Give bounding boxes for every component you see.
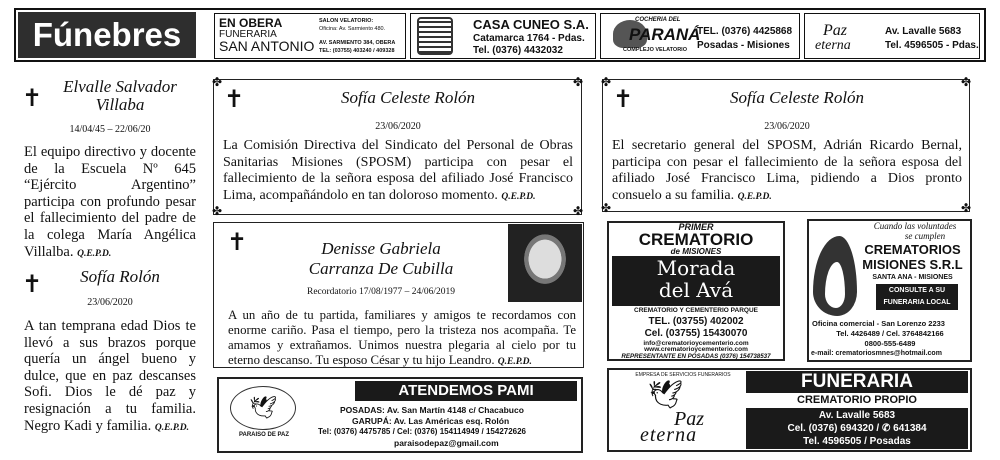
- ad-paz-phone: Tel. 4596505 - Pdas.: [885, 40, 979, 51]
- ad-mis-title1: CREMATORIOS: [864, 242, 961, 257]
- notice3-text: La Comisión Directiva del Sindicato del Personal de Obras Sanitarias Misiones (SPOSM) participa con pesar el fallecimiento de la señora esposa del afiliado José Francisco Lima, acompañándolo en tan doloroso momento. Q.E.P.D.: [223, 138, 573, 203]
- ad-parana-city: Posadas - Misiones: [697, 40, 790, 51]
- ad-paz-eterna-header[interactable]: [804, 13, 980, 59]
- ad-cuneo-address: Catamarca 1764 - Pdas.: [473, 33, 585, 44]
- ad-crem-rep: REPRESENTANTE EN POSADAS (0376) 154738537: [621, 353, 771, 360]
- ad-pami-phones: Tel: (0376) 4475785 / Cel: (0376) 154114949 / 154272626: [318, 427, 527, 436]
- notice2-text: A tan temprana edad Dios te llevó a sus brazos porque quería un ángel bueno y dulce, que en paz descanses Sofi. Dios le dé paz y resignación a tu familia. Negro Kadi y familia. Q.E.P.D.: [24, 318, 196, 434]
- cross-icon: ✝: [227, 228, 248, 256]
- ad-pami-logo: PARAISO DE PAZ: [238, 432, 290, 438]
- ad-obera-phones: TEL: (03755) 403240 / 409328: [319, 48, 395, 54]
- ad-crem-tel: TEL. (03755) 402002: [648, 316, 744, 327]
- ad-parana-name: PARANÁ: [629, 25, 701, 44]
- ad-paz-logo2: eterna: [815, 38, 851, 53]
- notice4-text: El secretario general del SPOSM, Adrián Ricardo Bernal, participa con pesar el fallecimiento de la señora esposa del afiliado José Francisco Lima, pidiendo a Dios pronto consuelo a su familia. Q.E.P.D.: [612, 138, 962, 203]
- ad-mis-sub: SANTA ANA - MISIONES: [872, 274, 953, 281]
- ad-pami-banner: ATENDEMOS PAMI: [355, 381, 577, 401]
- ad-mis-email: e-mail: crematoriosmnes@hotmail.com: [811, 350, 942, 357]
- notice2-date: 23/06/2020: [87, 297, 133, 308]
- ad-casa-cuneo[interactable]: [410, 13, 596, 59]
- ad-funeraria-san-antonio[interactable]: [214, 13, 406, 59]
- portrait-photo: [508, 224, 582, 302]
- ad-mis-slogan1: Cuando las voluntades: [873, 221, 957, 231]
- ad-parana-top: COCHERIA DEL: [635, 17, 681, 23]
- ad-fun-details: Av. Lavalle 5683 Cel. (0376) 694320 / ✆ 641384 Tel. 4596505 / Posadas: [746, 408, 968, 449]
- ad-fun-title: FUNERARIA: [746, 371, 968, 393]
- notice4-date: 23/06/2020: [764, 121, 810, 132]
- ad-crem-web: www.crematorioycementerio.com: [644, 346, 748, 353]
- ad-paz-logo1: Paz: [823, 22, 847, 39]
- ad-cuneo-name: CASA CUNEO S.A.: [473, 17, 589, 32]
- ad-parana-phone: TEL. (0376) 4425868: [697, 26, 793, 37]
- section-title: Fúnebres: [18, 12, 196, 58]
- ad-mis-office: Oficina comercial - San Lorenzo 2233: [812, 319, 945, 328]
- ad-obera-address: AV. SARMIENTO 384, OBERA: [319, 40, 396, 46]
- ad-obera-line3: SAN ANTONIO: [219, 38, 315, 54]
- notice5-name: Denisse Gabriela Carranza De Cubilla: [308, 239, 454, 278]
- ad-pami-email: paraisodepaz@gmail.com: [394, 438, 499, 448]
- notice5-recuerdo: Recordatorio 17/08/1977 – 24/06/2019: [306, 287, 456, 297]
- dove-icon: 🕊: [648, 378, 684, 411]
- notice2-name: Sofía Rolón: [80, 267, 160, 286]
- ad-mis-tels: Tel. 4426489 / Cel. 3764842166: [836, 329, 944, 338]
- ad-fun-sub: CREMATORIO PROPIO: [797, 394, 917, 406]
- ad-cocheria-parana[interactable]: [600, 13, 800, 59]
- ad-pami-garupa: GARUPÁ: Av. Las Américas esq. Rolón: [352, 416, 510, 426]
- ad-paz-address: Av. Lavalle 5683: [885, 26, 962, 37]
- ad-pami-posadas: POSADAS: Av. San Martín 4148 c/ Chacabuco: [340, 405, 524, 415]
- ad-obera-vel-label: SALON VELATORIO:: [319, 18, 374, 24]
- ad-obera-line1: EN OBERA: [219, 16, 283, 30]
- ad-mis-slogan2: se cumplen: [904, 231, 946, 241]
- ad-fun-logo-small: EMPRESA DE SERVICIOS FUNERARIOS: [635, 372, 731, 378]
- ad-mis-free: 0800-555-6489: [864, 339, 916, 348]
- ad-parana-sub: COMPLEJO VELATORIO: [623, 47, 687, 53]
- notice5-text: A un año de tu partida, familiares y amigos te recordamos con enorme cariño. Pasa el tiempo, pero la tristeza nos acompaña. Te amamos y extrañamos. Unimos nuestra plegaria al cielo por tu eterno descanso. Tu esposo César y tu hijo Leandro. Q.E.P.D.: [228, 308, 576, 367]
- notice1-text: El equipo directivo y docente de la Escuela Nº 645 “Ejército Argentino” participa con profundo pesar el fallecimiento del padre de la colega María Angélica Villalba. Q.E.P.D.: [24, 144, 196, 260]
- ad-fun-logo2: eterna: [640, 424, 698, 446]
- cuneo-logo: [417, 17, 453, 55]
- notice3-frame: ✤ ✤ ✤ ✤: [212, 75, 584, 218]
- cross-icon: ✝: [224, 85, 245, 113]
- ad-obera-line2: FUNERARIA: [219, 29, 277, 40]
- ad-fun-logo1: Paz: [674, 408, 704, 430]
- ad-crem-name1: Morada: [656, 256, 736, 280]
- cross-icon: ✝: [22, 84, 43, 112]
- notice3-date: 23/06/2020: [375, 121, 421, 132]
- ad-crem-cel: Cel. (03755) 15430070: [644, 328, 748, 339]
- ad-mis-title2: MISIONES S.R.L: [862, 257, 963, 272]
- ad-crem-title: CREMATORIO: [638, 230, 754, 249]
- notice4-frame: ✤ ✤ ✤ ✤: [601, 75, 972, 215]
- cross-icon: ✝: [613, 85, 634, 113]
- ad-mis-consult: CONSULTE A SU FUNERARIA LOCAL: [876, 284, 958, 310]
- notice4-name: Sofía Celeste Rolón: [729, 88, 865, 107]
- cross-icon: ✝: [22, 270, 43, 298]
- dove-icon: 🕊: [230, 386, 296, 430]
- ad-crem-name2: del Avá: [658, 278, 734, 302]
- ad-crem-email: info@crematorioycementerio.com: [643, 340, 749, 347]
- notice1-name: Elvalle Salvador Villaba: [63, 77, 177, 114]
- notice1-dates: 14/04/45 – 22/06/20: [69, 124, 151, 135]
- ad-crem-tagline: CREMATORIO Y CEMENTERIO PARQUE: [634, 307, 758, 314]
- ad-crem-primer: PRIMER: [678, 222, 714, 232]
- ad-crem-sub: de MISIONES: [670, 247, 722, 256]
- ad-obera-vel-address: Oficina: Av. Sarmiento 480.: [319, 26, 386, 32]
- ad-cuneo-phone: Tel. (0376) 4432032: [473, 45, 563, 56]
- notice3-name: Sofía Celeste Rolón: [340, 88, 476, 107]
